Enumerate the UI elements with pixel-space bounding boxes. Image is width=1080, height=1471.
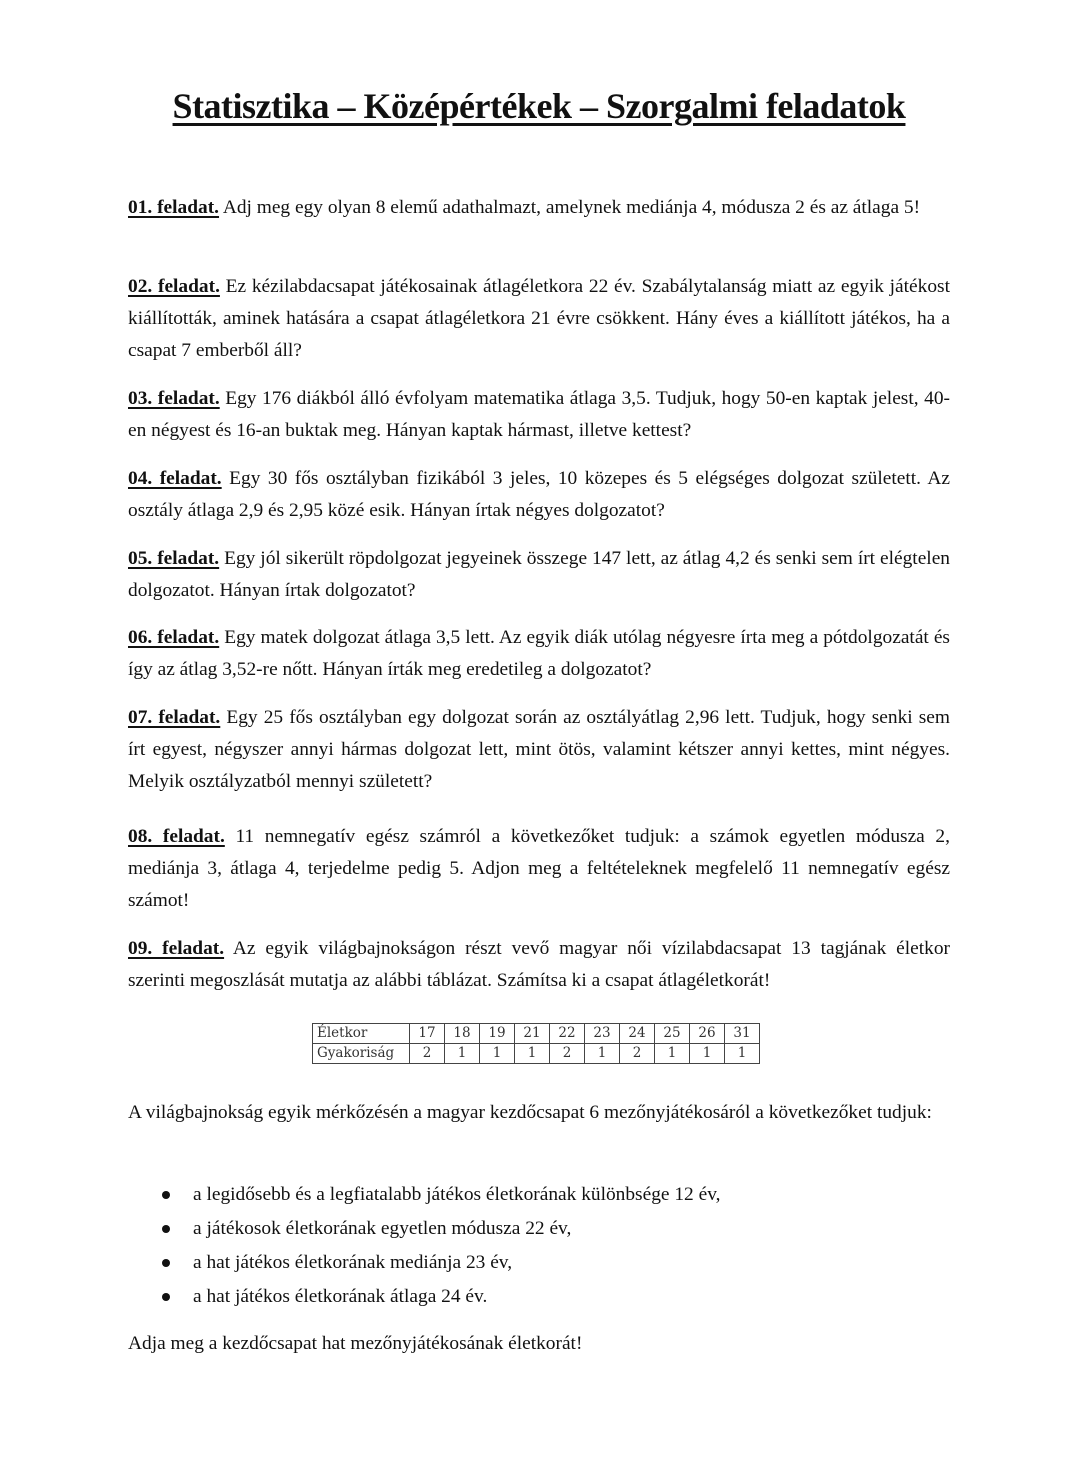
row-header-frequency: Gyakoriság (313, 1044, 410, 1064)
row-header-age: Életkor (313, 1024, 410, 1044)
task-label: 07. feladat. (128, 707, 221, 728)
table-row-ages (313, 1024, 760, 1044)
age-cell: 23 (585, 1024, 620, 1044)
list-item (128, 1280, 721, 1314)
task-text: Adj meg egy olyan 8 elemű adathalmazt, amelynek mediánja 4, módusza 2 és az átlaga 5! (222, 197, 921, 218)
list-item-text: a legidősebb és a legfiatalabb játékos életkorának különbsége 12 év, (193, 1184, 721, 1205)
intro-paragraph: A világbajnokság egyik mérkőzésén a magyar kezdőcsapat 6 mezőnyjátékosáról a következőket tudjuk: (128, 1102, 932, 1123)
task-label: 03. feladat. (128, 388, 220, 409)
frequency-cell: 2 (620, 1044, 655, 1064)
frequency-cell: 1 (655, 1044, 690, 1064)
task-04 (128, 463, 950, 527)
list-item-text: a hat játékos életkorának mediánja 23 év, (193, 1252, 513, 1273)
bullet-icon (162, 1225, 170, 1233)
frequency-cell: 1 (585, 1044, 620, 1064)
frequency-cell: 2 (410, 1044, 445, 1064)
frequency-cell: 2 (550, 1044, 585, 1064)
task-text: Egy matek dolgozat átlaga 3,5 lett. Az egyik diák utólag négyesre írta meg a pótdolgozatát és így az átlag 3,52-re nőtt. Hányan írták meg eredetileg a dolgozatot? (128, 627, 950, 680)
task-01 (128, 192, 950, 224)
list-item-text: a játékosok életkorának egyetlen módusza 22 év, (193, 1218, 572, 1239)
task-text: Egy 30 fős osztályban fizikából 3 jeles, 10 közepes és 5 elégséges dolgozat született. Az osztály átlaga 2,9 és 2,95 közé esik. Hányan írtak négyes dolgozatot? (128, 468, 950, 521)
task-label: 09. feladat. (128, 938, 225, 959)
task-06 (128, 622, 950, 686)
task-text: Egy 176 diákból álló évfolyam matematika átlaga 3,5. Tudjuk, hogy 50-en kaptak jelest, 40-en négyest és 16-an buktak meg. Hányan kaptak hármast, illetve kettest? (128, 388, 950, 441)
page-title: Statisztika – Középértékek – Szorgalmi feladatok (172, 86, 906, 126)
age-cell: 18 (445, 1024, 480, 1044)
frequency-cell: 1 (690, 1044, 725, 1064)
task-label: 04. feladat. (128, 468, 222, 489)
task-text: Az egyik világbajnokságon részt vevő magyar női vízilabdacsapat 13 tagjának életkor szerinti megoszlását mutatja az alábbi táblázat. Számítsa ki a csapat átlagéletkorát! (128, 938, 950, 991)
conditions-list (128, 1178, 721, 1314)
age-cell: 21 (515, 1024, 550, 1044)
age-cell: 22 (550, 1024, 585, 1044)
age-cell: 17 (410, 1024, 445, 1044)
age-cell: 25 (655, 1024, 690, 1044)
task-label: 01. feladat. (128, 197, 220, 218)
list-item (128, 1178, 721, 1212)
task-label: 08. feladat. (128, 826, 225, 847)
task-09 (128, 933, 950, 997)
frequency-cell: 1 (480, 1044, 515, 1064)
task-label: 06. feladat. (128, 627, 220, 648)
list-item-text: a hat játékos életkorának átlaga 24 év. (193, 1286, 488, 1307)
frequency-cell: 1 (515, 1044, 550, 1064)
list-item (128, 1212, 721, 1246)
task-08 (128, 821, 950, 917)
frequency-cell: 1 (725, 1044, 760, 1064)
task-text: Ez kézilabdacsapat játékosainak átlagéletkora 22 év. Szabálytalanság miatt az egyik játékost kiállították, aminek hatására a csapat átlagéletkora 21 évre csökkent. Hány éves a kiállított játékos, ha a csapat 7 emberből áll? (128, 276, 950, 361)
frequency-cell: 1 (445, 1044, 480, 1064)
table-row-frequencies (313, 1044, 760, 1064)
age-cell: 31 (725, 1024, 760, 1044)
age-frequency-table (312, 1023, 760, 1064)
task-text: Egy jól sikerült röpdolgozat jegyeinek összege 147 lett, az átlag 4,2 és senki sem írt elégtelen dolgozatot. Hányan írtak dolgozatot? (128, 548, 950, 601)
task-text: Egy 25 fős osztályban egy dolgozat során az osztályátlag 2,96 lett. Tudjuk, hogy senki sem írt egyest, négyszer annyi hármas dolgozat lett, mint ötös, valamint kétszer annyi kettes, mint négyes. Melyik osztályzatból mennyi született? (128, 707, 950, 792)
task-label: 02. feladat. (128, 276, 220, 297)
task-03 (128, 383, 950, 447)
list-item (128, 1246, 721, 1280)
task-text: 11 nemnegatív egész számról a következőket tudjuk: a számok egyetlen módusza 2, mediánja 3, átlaga 4, terjedelme pedig 5. Adjon meg a feltételeknek megfelelő 11 nemnegatív egész számot! (128, 826, 950, 911)
final-paragraph: Adja meg a kezdőcsapat hat mezőnyjátékosának életkorát! (128, 1333, 583, 1354)
bullet-icon (162, 1191, 170, 1199)
bullet-icon (162, 1259, 170, 1267)
age-cell: 26 (690, 1024, 725, 1044)
age-cell: 24 (620, 1024, 655, 1044)
task-02 (128, 271, 950, 367)
task-label: 05. feladat. (128, 548, 220, 569)
age-cell: 19 (480, 1024, 515, 1044)
task-07 (128, 702, 950, 798)
task-05 (128, 543, 950, 607)
bullet-icon (162, 1293, 170, 1301)
